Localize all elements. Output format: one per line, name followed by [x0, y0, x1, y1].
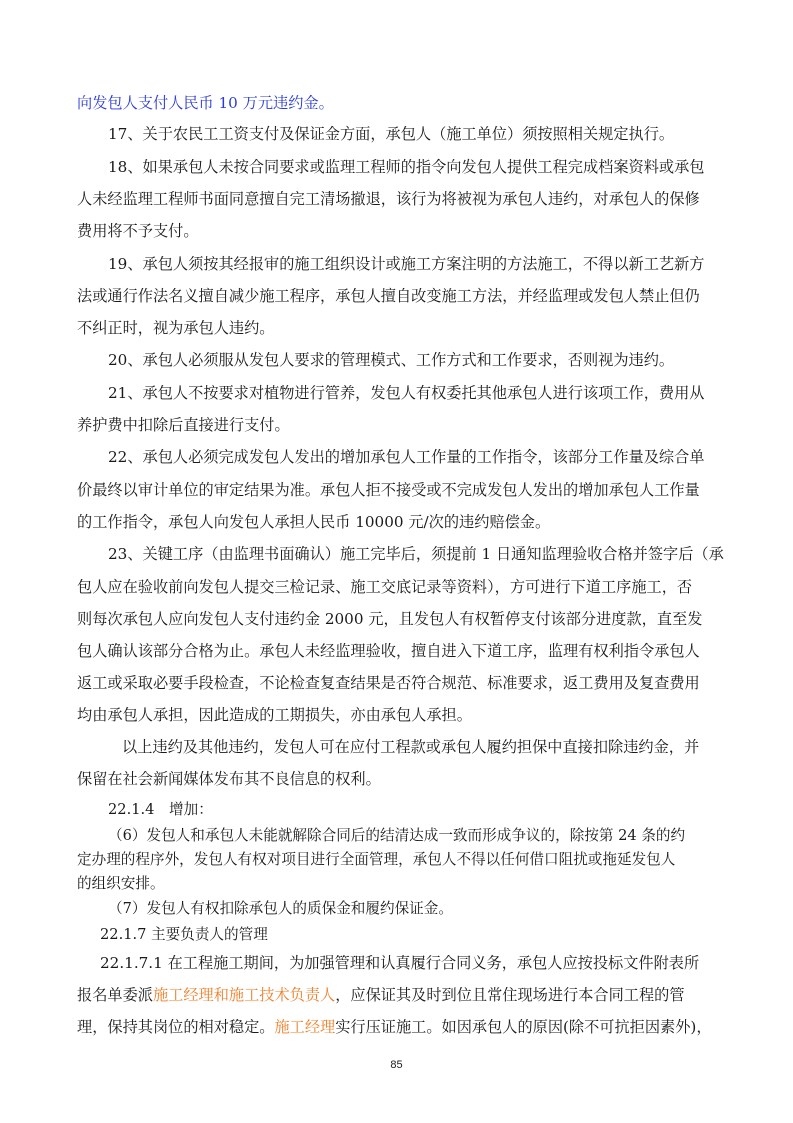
clause-22-line-1: 22、承包人必须完成发包人发出的增加承包人工作量的工作指令，该部分工作量及综合单	[108, 448, 705, 466]
clause-18-line-1: 18、如果承包人未按合同要求或监理工程师的指令向发包人提供工程完成档案资料或承包	[108, 158, 705, 176]
summary-line-1: 以上违约及其他违约，发包人可在应付工程款或承包人履约担保中直接扣除违约金，并	[122, 738, 700, 756]
clause-20: 20、承包人必须服从发包人要求的管理模式、工作方式和工作要求，否则视为违约。	[108, 351, 675, 369]
highlighted-role-text: 施工经理	[274, 1018, 336, 1036]
text-run: 理，保持其岗位的相对稳定。	[77, 1018, 275, 1036]
clause-23-line-4: 包人确认该部分合格为止。承包人未经监理验收，擅自进入下道工序，监理有权利指令承包人	[77, 642, 700, 660]
clause-23-line-3: 则每次承包人应向发包人支付违约金 2000 元，且发包人有权暂停支付该部分进度款，直至发	[77, 610, 703, 628]
page-number: 85	[390, 1059, 403, 1071]
clause-18-line-2: 人未经监理工程师书面同意擅自完工清场撤退，该行为将被视为承包人违约，对承包人的保修	[77, 190, 700, 208]
item-7: （7）发包人有权扣除承包人的质保金和履约保证金。	[108, 900, 453, 917]
clause-19-line-3: 不纠正时，视为承包人违约。	[77, 319, 275, 337]
clause-17: 17、关于农民工工资支付及保证金方面，承包人（施工单位）须按照相关规定执行。	[108, 125, 675, 143]
section-22-1-4-heading: 22.1.4 增加：	[108, 801, 213, 818]
section-22-1-7-1-line-3	[77, 1017, 712, 1037]
clause-23-line-5: 返工或采取必要手段检查，不论检查复查结果是否符合规范、标准要求，返工费用及复查费用	[77, 674, 700, 692]
clause-21-line-2: 养护费中扣除后直接进行支付。	[77, 416, 290, 434]
item-6-line-3: 的组织安排。	[77, 875, 165, 892]
text-run: ，应保证其及时到位且常住现场进行本合同工程的管	[335, 986, 685, 1004]
clause-23-line-6: 均由承包人承担，因此造成的工期损失，亦由承包人承担。	[77, 706, 472, 724]
clause-22-line-3: 的工作指令，承包人向发包人承担人民币 10000 元/次的违约赔偿金。	[77, 513, 551, 531]
section-22-1-7-1-line-1: 22.1.7.1 在工程施工期间，为加强管理和认真履行合同义务，承包人应按投标文件附表所	[100, 954, 700, 972]
item-6-line-1: （6）发包人和承包人未能就解除合同后的结清达成一致而形成争议的，除按第 24 条的约	[108, 827, 686, 844]
clause-19-line-1: 19、承包人须按其经报审的施工组织设计或施工方案注明的方法施工，不得以新工艺新方	[108, 255, 705, 273]
text-run: 报名单委派	[77, 986, 153, 1004]
text-run: 实行压证施工。如因承包人的原因(除不可抗拒因素外)，	[335, 1018, 712, 1036]
section-22-1-7-1-line-2	[77, 985, 685, 1005]
clause-21-line-1: 21、承包人不按要求对植物进行管养，发包人有权委托其他承包人进行该项工作，费用从	[108, 384, 705, 402]
section-22-1-7-heading: 22.1.7 主要负责人的管理	[100, 926, 268, 943]
item-6-line-2: 定办理的程序外，发包人有权对项目进行全面管理，承包人不得以任何借口阻扰或拖延发包人	[77, 851, 676, 868]
clause-18-line-3: 费用将不予支付。	[77, 222, 199, 240]
clause-23-line-1: 23、关键工序（由监理书面确认）施工完毕后，须提前 1 日通知监理验收合格并签字后（承	[108, 545, 724, 563]
clause-23-line-2: 包人应在验收前向发包人提交三检记录、施工交底记录等资料），方可进行下道工序施工，否	[77, 578, 693, 596]
highlighted-role-text: 施工经理和施工技术负责人	[152, 986, 336, 1004]
clause-19-line-2: 法或通行作法名义擅自减少施工程序，承包人擅自改变施工方法，并经监理或发包人禁止但仍	[77, 287, 700, 305]
clause-22-line-2: 价最终以审计单位的审定结果为准。承包人拒不接受或不完成发包人发出的增加承包人工作量	[77, 481, 700, 499]
summary-line-2: 保留在社会新闻媒体发布其不良信息的权利。	[77, 770, 381, 788]
paragraph-16-tail: 向发包人支付人民币 10 万元违约金。	[77, 94, 334, 112]
